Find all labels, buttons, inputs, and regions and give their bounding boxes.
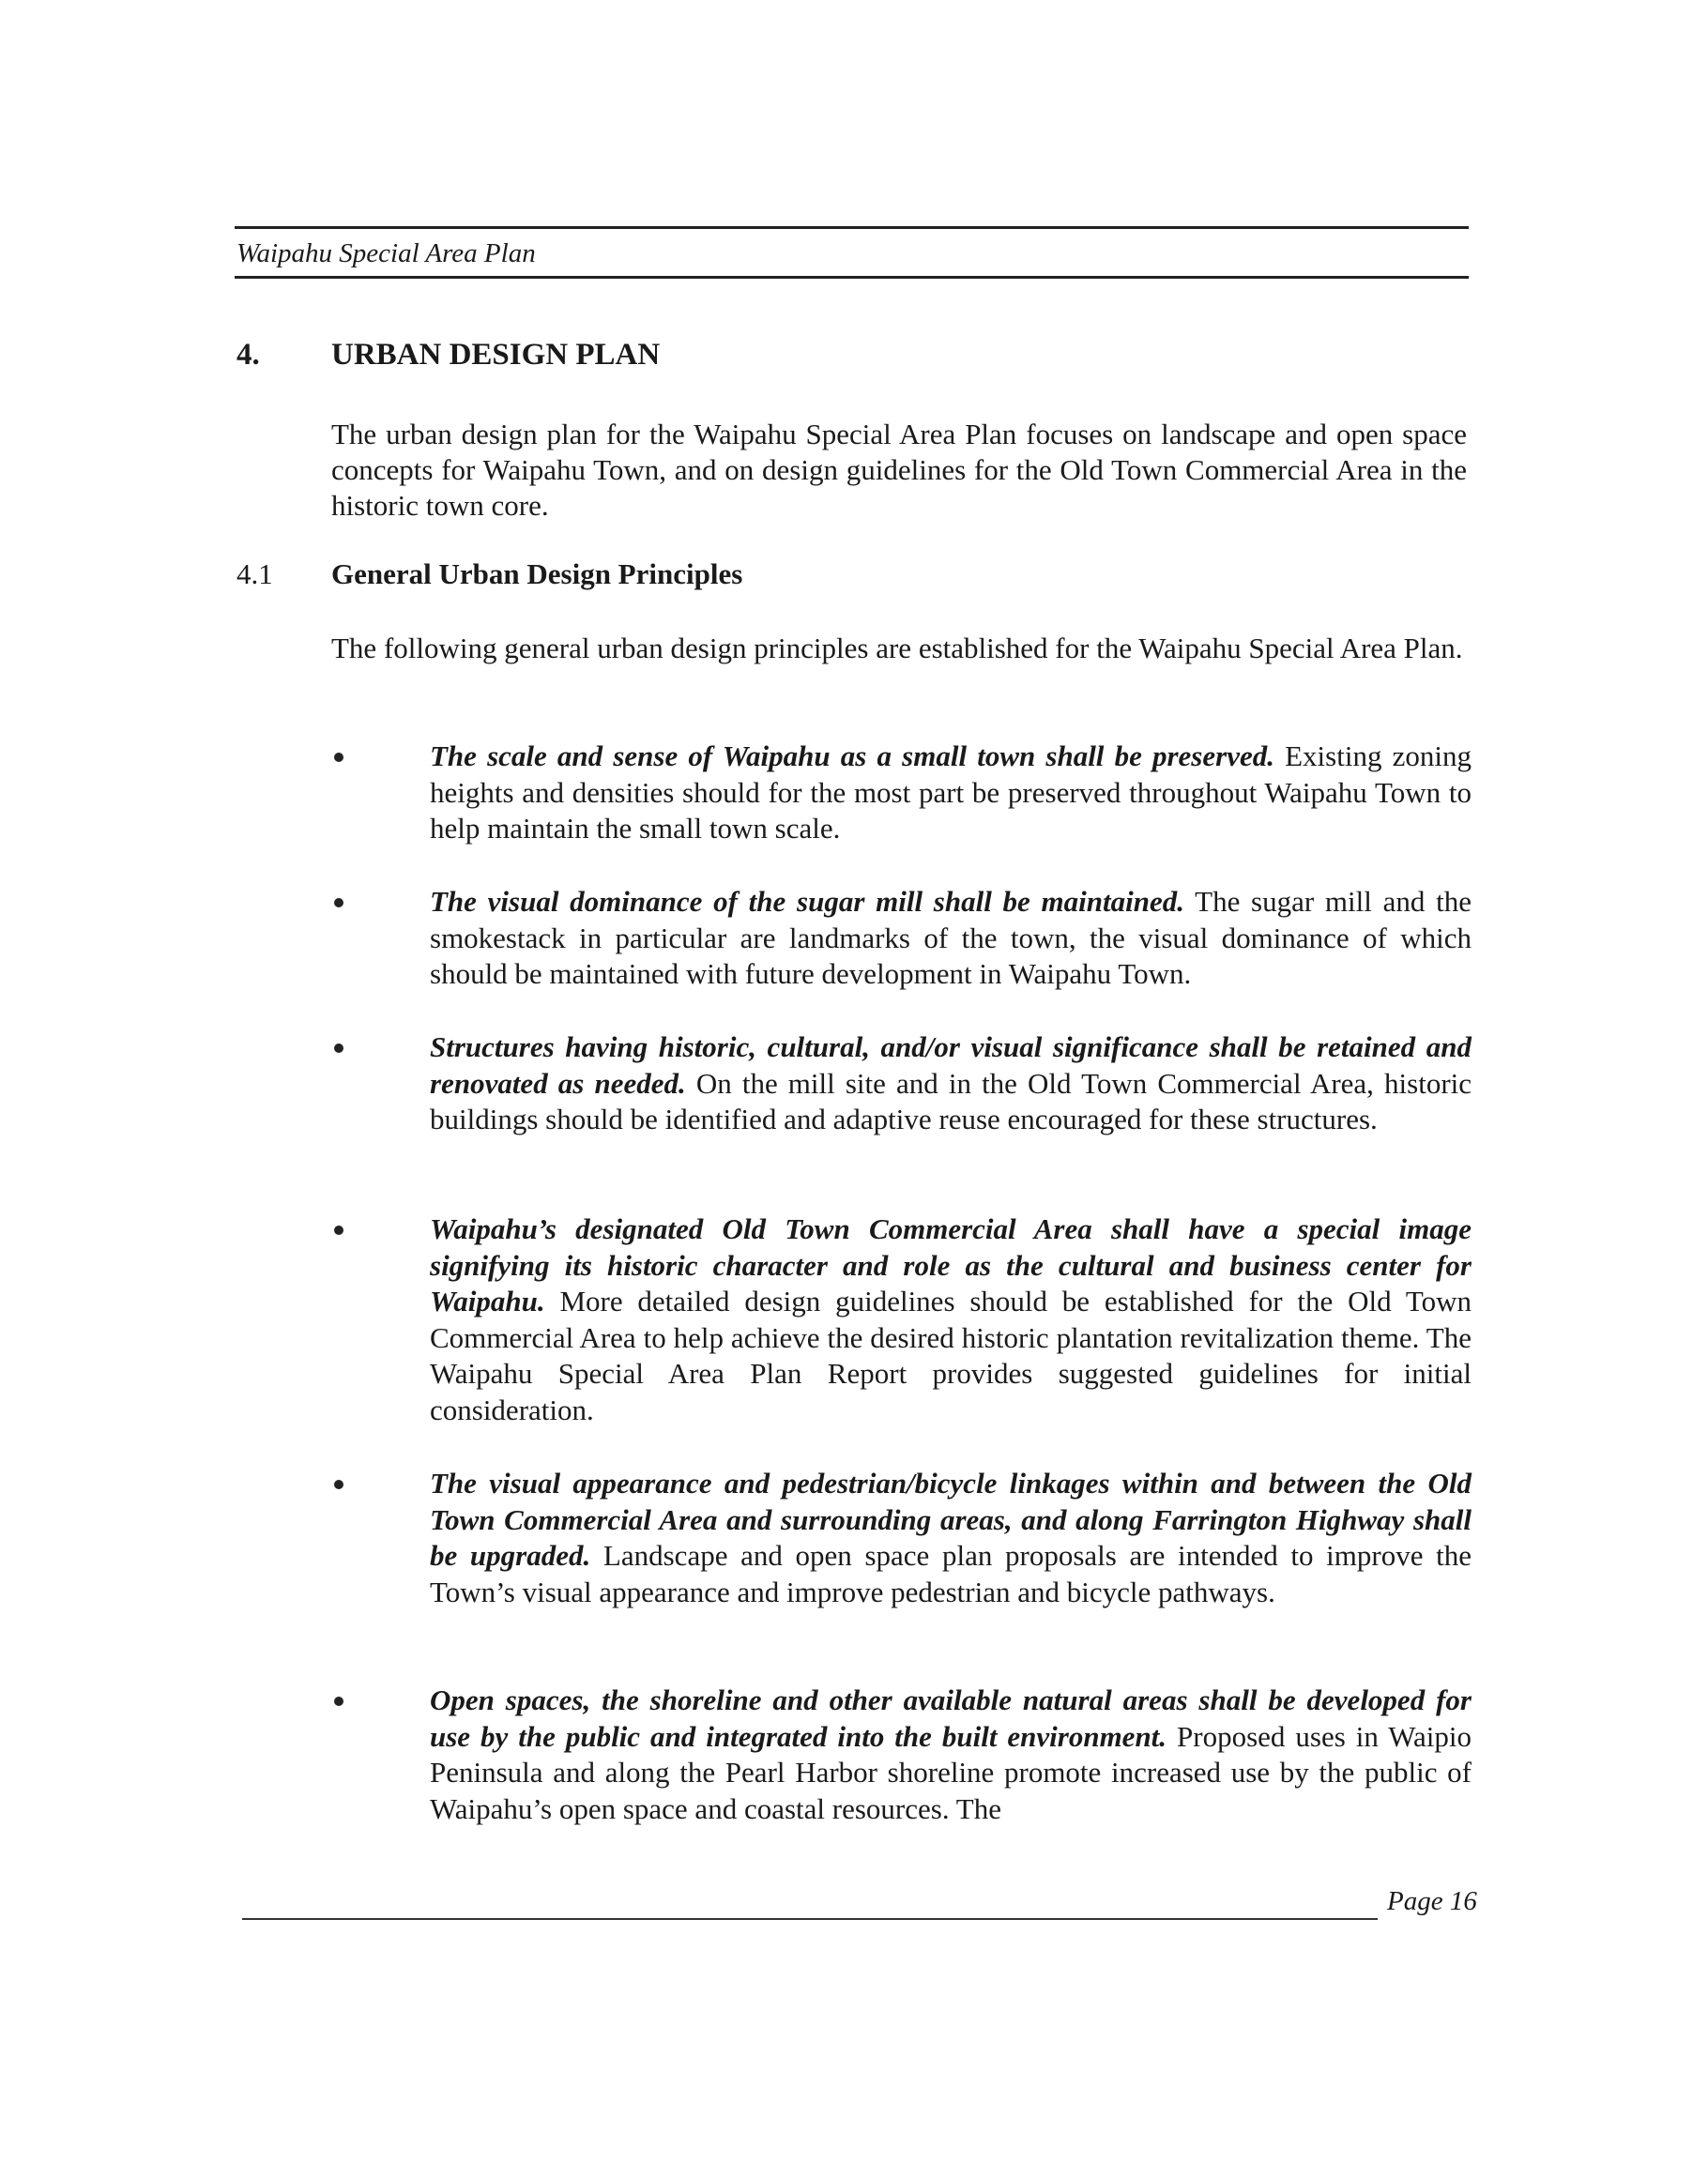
principle-lead: The visual dominance of the sugar mill shall be maintained. — [430, 885, 1184, 918]
bullet-marker — [334, 898, 343, 907]
principle-item — [430, 1211, 1472, 1428]
bullet-marker — [334, 1480, 343, 1489]
principle-lead: Open spaces, the shoreline and other available natural areas shall be developed for use by the public and integrated into the built environment. — [430, 1683, 1472, 1753]
section-number: 4. — [236, 338, 260, 372]
header-rule-top — [235, 226, 1469, 229]
principle-body: The sugar mill and the smokestack in particular are landmarks of the town, the visual dominance of which should be maintained with future development in Waipahu Town. — [430, 885, 1472, 990]
principle-lead: The visual appearance and pedestrian/bicycle linkages within and between the Old Town Commercial Area and surrounding areas, and along Farrington Highway shall be upgraded. — [430, 1467, 1472, 1572]
principle-lead: The scale and sense of Waipahu as a small town shall be preserved. — [430, 739, 1274, 772]
bullet-marker — [334, 1226, 343, 1235]
principle-lead: Structures having historic, cultural, and/or visual significance shall be retained and renovated as needed. — [430, 1030, 1472, 1100]
section-title: URBAN DESIGN PLAN — [331, 338, 661, 372]
section-intro: The urban design plan for the Waipahu Special Area Plan focuses on landscape and open space concepts for Waipahu Town, and on design guidelines for the Old Town Commercial Area in the historic town core. — [331, 418, 1467, 522]
subsection-number: 4.1 — [236, 557, 273, 590]
page-number: Page 16 — [1387, 1886, 1477, 1916]
footer-rule — [242, 1918, 1378, 1920]
principle-body: More detailed design guidelines should be established for the Old Town Commercial Area to help achieve the desired historic plantation revitalization theme. The Waipahu Special Area Plan Report provides suggested guidelines for initial consideration. — [430, 1285, 1472, 1426]
bullet-marker — [334, 1043, 343, 1053]
principle-item — [430, 739, 1472, 847]
principle-item — [430, 1029, 1472, 1138]
subsection-intro: The following general urban design principles are established for the Waipahu Special Area Plan. — [331, 632, 1463, 664]
bullet-marker — [334, 753, 343, 762]
principle-body: On the mill site and in the Old Town Commercial Area, historic buildings should be identified and adaptive reuse encouraged for these structures. — [430, 1066, 1472, 1135]
running-header: Waipahu Special Area Plan — [236, 238, 536, 268]
principle-item — [430, 884, 1472, 993]
principle-item — [430, 1683, 1472, 1827]
bullet-marker — [334, 1697, 343, 1706]
principle-lead: Waipahu’s designated Old Town Commercial Area shall have a special image signifying its historic character and role as the cultural and business center for Waipahu. — [430, 1212, 1472, 1317]
header-rule-bottom — [235, 276, 1469, 279]
principle-body: Existing zoning heights and densities should for the most part be preserved throughout Waipahu Town to help maintain the small town scale. — [430, 739, 1472, 845]
principle-item — [430, 1466, 1472, 1610]
principle-body: Proposed uses in Waipio Peninsula and along the Pearl Harbor shoreline promote increased use by the public of Waipahu’s open space and coastal resources. The — [430, 1719, 1472, 1825]
subsection-title: General Urban Design Principles — [331, 557, 743, 590]
principle-body: Landscape and open space plan proposals are intended to improve the Town’s visual appearance and improve pedestrian and bicycle pathways. — [430, 1539, 1472, 1608]
